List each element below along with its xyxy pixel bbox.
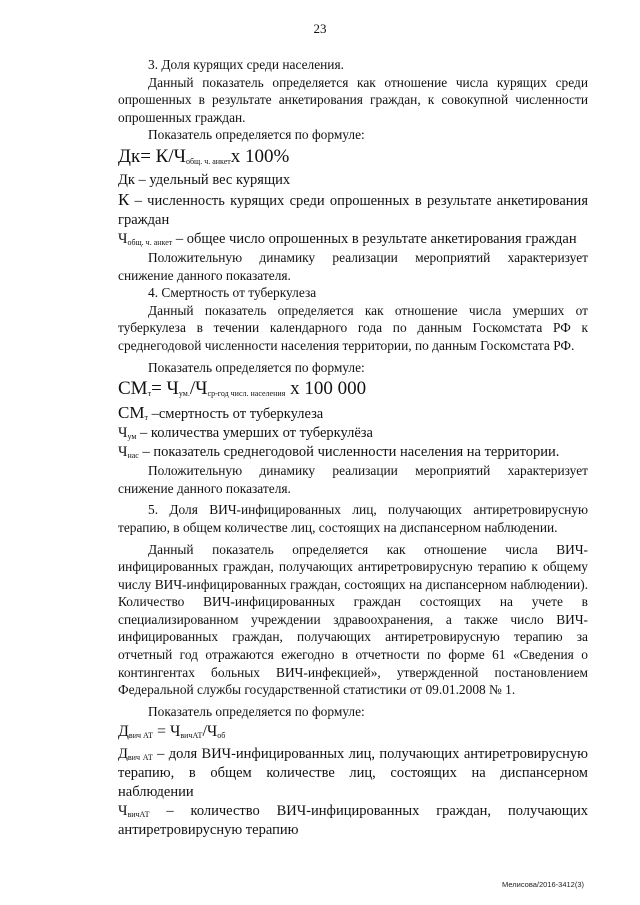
formula-subscript-1: ум. — [178, 389, 190, 399]
section-4-formula — [118, 377, 588, 401]
section-3-definition-k — [118, 190, 588, 230]
section-3-dynamics: Положительную динамику реализации мероприятий характеризует снижение данного показателя. — [118, 249, 588, 283]
formula-rhs: х 100 000 — [285, 378, 367, 400]
formula-subscript-2: об — [217, 731, 226, 741]
symbol-subscript: вичАТ — [127, 810, 150, 820]
symbol-subscript: ум — [127, 432, 137, 442]
symbol: СМ — [118, 403, 145, 423]
section-4-definition-cm — [118, 403, 588, 424]
definition-text: – количество ВИЧ-инфицированных граждан, получающих антиретровирусную терапию — [118, 803, 588, 839]
symbol: Д — [118, 746, 128, 763]
section-4-description: Данный показатель определяется как отношение числа умерших от туберкулеза в течении календарного года по данным Госкомстата РФ к среднегодовой численности населения территории, по данным Госкомстата РФ. — [118, 302, 588, 353]
section-3-definition-dk: Дк – удельный вес курящих — [118, 171, 291, 188]
formula-subscript-2: ср-год числ. населения — [207, 389, 286, 399]
section-5-definition-ch — [118, 802, 588, 840]
formula-eq: = Ч — [152, 723, 181, 741]
section-3-description: Данный показатель определяется как отношение числа курящих среди опрошенных в результате анкетирования граждан, к совокупной численности опрошенных граждан. — [118, 74, 588, 125]
page-number: 23 — [313, 21, 327, 36]
section-3-heading: 3. Доля курящих среди населения. — [148, 57, 344, 72]
section-5-description: Данный показатель определяется как отношение числа ВИЧ-инфицированных граждан, получающих антиретровирусную терапию к общему числу ВИЧ-инфицированных граждан, состоящих на диспансерном наблюдении). Количество ВИЧ-инфицированных граждан состоящих на учете в специализированном учреждении здравоохранения, а также число ВИЧ-инфицированных граждан, получающих антиретровирусную терапию за отчетный год отражаются ежегодно в отчетности по форме 61 «Сведения о контингентах больных ВИЧ-инфекцией», утвержденной постановлением Федеральной службы государственной статистики от 09.01.2008 № 1. — [118, 541, 588, 698]
symbol: Ч — [118, 803, 128, 820]
formula-lhs: Д — [118, 723, 129, 741]
symbol-subscript: нас — [127, 451, 139, 461]
section-4-dynamics: Положительную динамику реализации мероприятий характеризует снижение данного показателя. — [118, 463, 588, 496]
section-4-definition-ch-nas — [118, 443, 588, 462]
formula-rhs: х 100% — [230, 145, 290, 167]
definition-text: – численность курящих среди опрошенных в результате анкетирования граждан — [118, 192, 588, 228]
formula-lhs: СМ — [118, 378, 148, 400]
document-code-footer: Мелисова/2016-3412(3) — [502, 880, 585, 889]
formula-lhs-subscript: вич АТ — [128, 731, 153, 741]
formula-mid: /Ч — [202, 723, 218, 741]
document-body — [118, 56, 588, 840]
formula-subscript-1: вичАТ — [180, 731, 203, 741]
symbol-subscript: общ. ч. анкет — [127, 237, 173, 247]
section-5-formula-intro: Показатель определяется по формуле: — [148, 703, 365, 719]
symbol: Ч — [118, 444, 128, 461]
definition-text: –смертность от туберкулеза — [147, 406, 324, 423]
formula-mid: /Ч — [189, 378, 208, 400]
formula-subscript: общ. ч. анкет — [185, 156, 231, 166]
section-5-formula — [118, 721, 588, 743]
formula-lhs: Дк= К/Ч — [118, 145, 186, 167]
symbol: Ч — [118, 425, 128, 442]
section-5-heading: 5. Доля ВИЧ-инфицированных лиц, получающих антиретровирусную терапию, в общем количестве лиц, состоящих на диспансерном наблюдении. — [118, 502, 588, 535]
section-4-formula-intro: Показатель определяется по формуле: — [148, 359, 365, 375]
formula-lhs-subscript: т — [147, 389, 152, 399]
section-3-formula-intro: Показатель определяется по формуле: — [148, 127, 365, 143]
symbol-subscript: т — [144, 413, 148, 423]
section-4-definition-ch-um — [118, 424, 588, 443]
symbol: К — [118, 189, 130, 209]
section-5-definition-d — [118, 745, 588, 802]
formula-eq: = Ч — [151, 378, 179, 400]
symbol-subscript: вич АТ — [127, 753, 153, 763]
definition-text: – общее число опрошенных в результате анкетирования граждан — [172, 230, 577, 247]
definition-text: – показатель среднегодовой численности населения на территории. — [138, 444, 560, 461]
definition-text: – доля ВИЧ-инфицированных лиц, получающих антиретровирусную терапию, в общем количестве лиц, состоящих на диспансерном наблюдении — [118, 746, 589, 801]
section-3-definition-ch — [118, 230, 588, 249]
symbol: Ч — [118, 230, 128, 247]
section-4-heading: 4. Смертность от туберкулеза — [148, 285, 317, 301]
definition-text: – количества умерших от туберкулёза — [136, 425, 373, 442]
section-3-formula — [118, 145, 588, 169]
